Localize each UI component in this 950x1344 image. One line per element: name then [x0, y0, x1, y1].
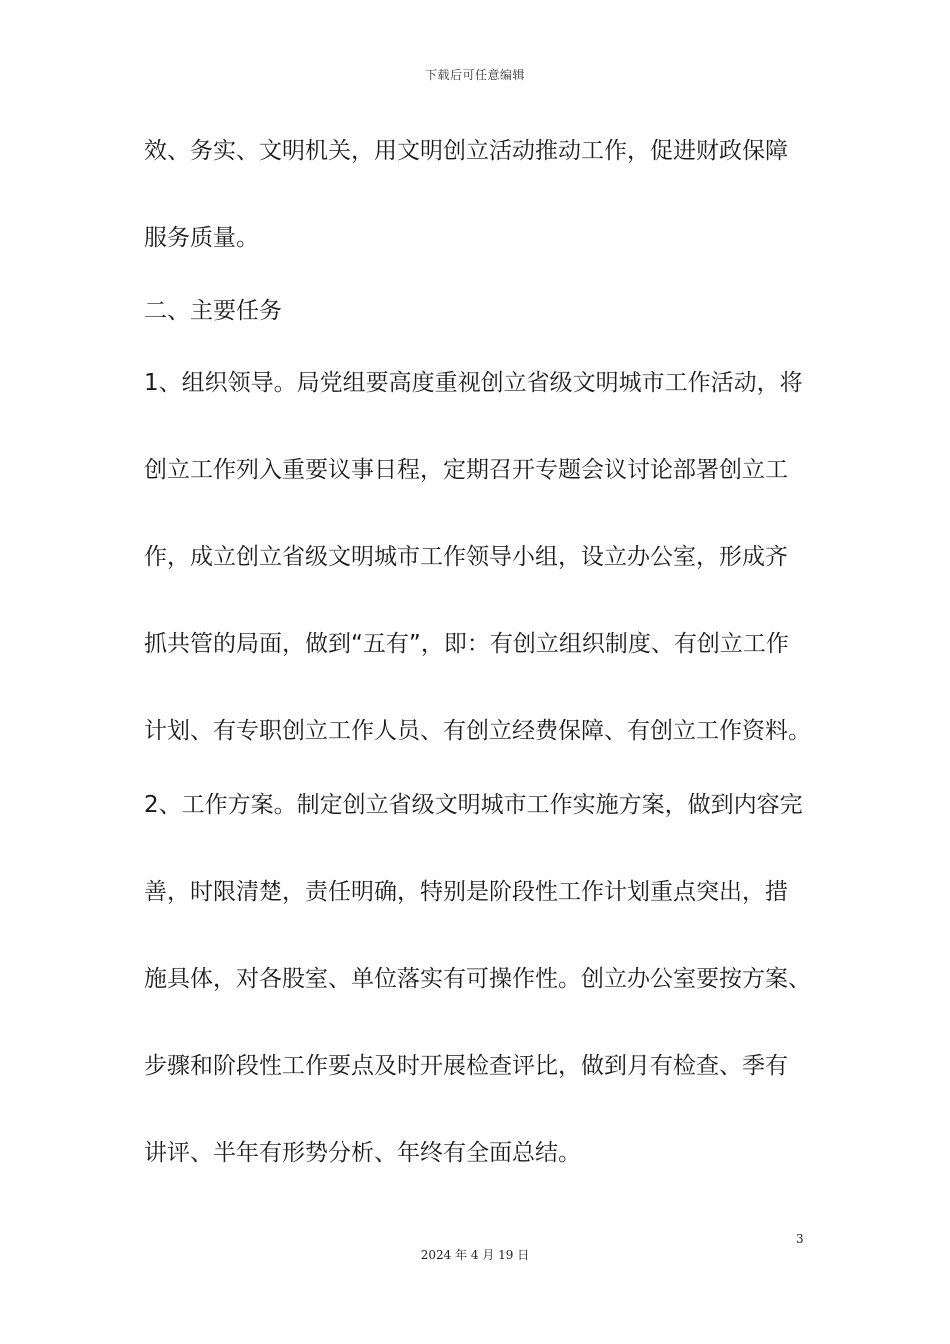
text-line: 效、务实、文明机关，用文明创立活动推动工作，促进财政保障 — [144, 138, 788, 164]
text-line: 作，成立创立省级文明城市工作领导小组，设立办公室，形成齐 — [144, 544, 788, 570]
text-line: 步骤和阶段性工作要点及时开展检查评比，做到月有检查、季有 — [144, 1053, 788, 1079]
text-line: 计划、有专职创立工作人员、有创立经费保障、有创立工作资料。 — [144, 718, 811, 744]
text-line: 1、组织领导。局党组要高度重视创立省级文明城市工作活动，将 — [144, 370, 803, 396]
header-note: 下载后可任意编辑 — [424, 68, 525, 82]
text-line: 讲评、半年有形势分析、年终有全面总结。 — [144, 1140, 581, 1166]
footer-date: 2024 年 4 月 19 日 — [420, 1248, 530, 1262]
text-line: 抓共管的局面，做到“五有”，即：有创立组织制度、有创立工作 — [144, 631, 789, 657]
section-heading: 二、主要任务 — [144, 298, 282, 324]
text-line: 创立工作列入重要议事日程，定期召开专题会议讨论部署创立工 — [144, 457, 788, 483]
text-line: 善，时限清楚，责任明确，特别是阶段性工作计划重点突出，措 — [144, 879, 788, 905]
text-line: 服务质量。 — [144, 225, 259, 251]
page-number: 3 — [796, 1232, 804, 1246]
text-line: 施具体，对各股室、单位落实有可操作性。创立办公室要按方案、 — [144, 966, 811, 992]
text-line: 2、工作方案。制定创立省级文明城市工作实施方案，做到内容完 — [144, 792, 803, 818]
